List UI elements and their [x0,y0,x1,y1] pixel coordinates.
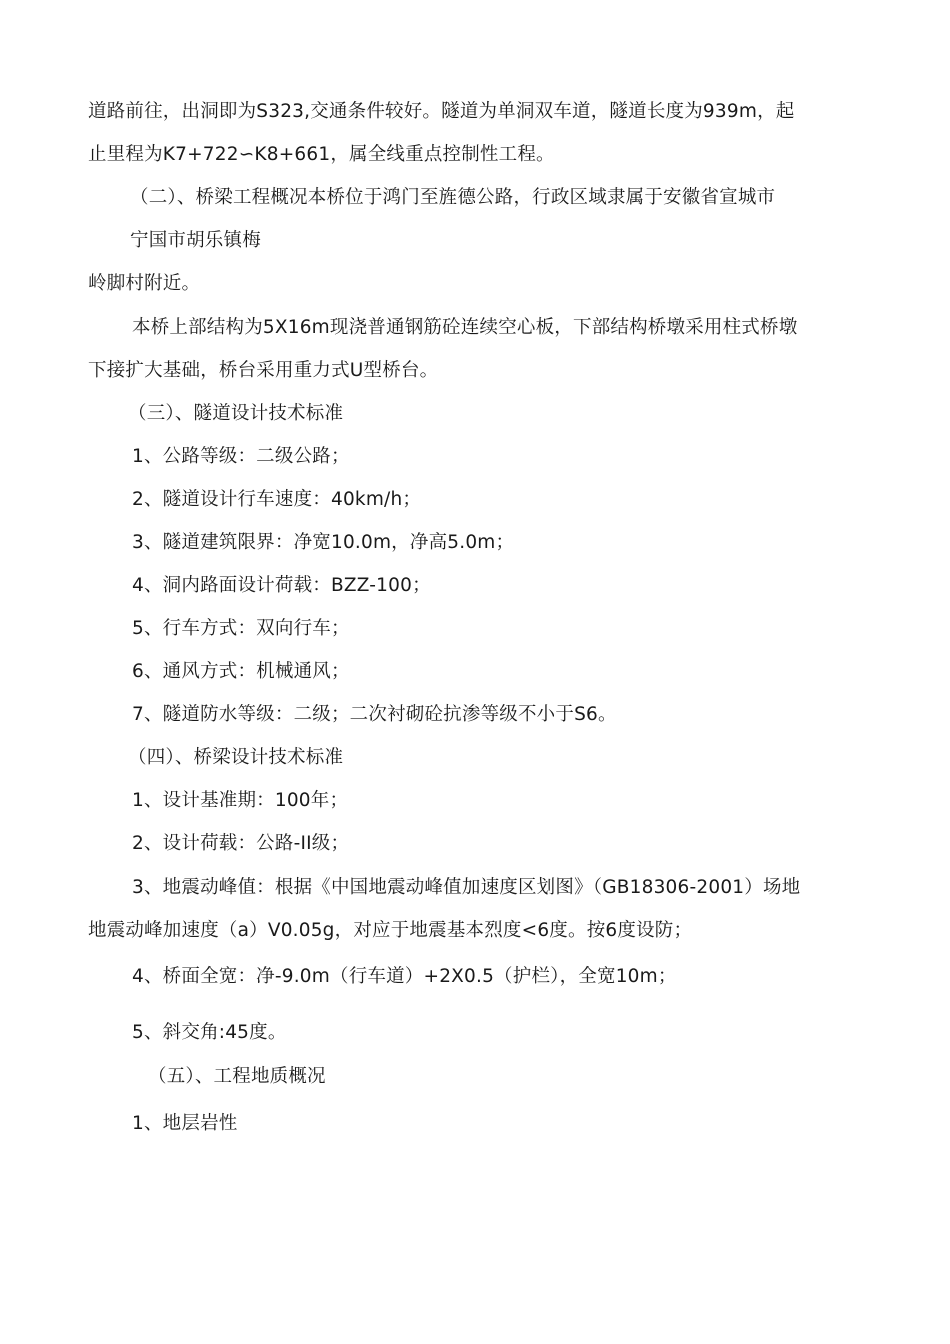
list-item-tunnel-5: 5、行车方式：双向行车； [132,618,350,639]
list-item-tunnel-2: 2、隧道设计行车速度：40km/h； [132,489,422,510]
paragraph-line-20: 地震动峰加速度（a）V0.05g，对应于地震基本烈度<6度。按6度设防； [88,920,693,941]
list-item-bridge-5: 5、斜交角:45度。 [132,1022,287,1043]
section-heading-bridge-overview: （二）、桥梁工程概况本桥位于鸿门至旌德公路，行政区域隶属于安徽省宣城市 [130,187,776,208]
paragraph-line-2: 止里程为K7+722∽K8+661，属全线重点控制性工程。 [88,144,555,165]
paragraph-line-1: 道路前往，出洞即为S323,交通条件较好。隧道为单洞双车道，隧道长度为939m，起 [88,101,795,122]
list-item-bridge-3: 3、地震动峰值：根据《中国地震动峰值加速度区划图》（GB18306-2001）场地 [132,877,801,898]
list-item-tunnel-4: 4、洞内路面设计荷载：BZZ-100； [132,575,431,596]
list-item-tunnel-3: 3、隧道建筑限界：净宽10.0m，净高5.0m； [132,532,515,553]
paragraph-line-6: 本桥上部结构为5X16m现浇普通钢筋砼连续空心板，下部结构桥墩采用柱式桥墩 [132,317,798,338]
paragraph-line-7: 下接扩大基础，桥台采用重力式U型桥台。 [88,360,439,381]
list-item-tunnel-7: 7、隧道防水等级：二级；二次衬砌砼抗渗等级不小于S6。 [132,704,617,725]
list-item-bridge-1: 1、设计基准期：100年； [132,790,349,811]
section-heading-bridge-standards: （四）、桥梁设计技术标准 [128,747,344,768]
section-heading-geology: （五）、工程地质概况 [148,1066,326,1087]
section-heading-tunnel-standards: （三）、隧道设计技术标准 [128,403,344,424]
list-item-bridge-2: 2、设计荷载：公路-II级； [132,833,350,854]
paragraph-line-4: 宁国市胡乐镇梅 [130,230,261,251]
list-item-tunnel-6: 6、通风方式：机械通风； [132,661,350,682]
list-item-geology-1: 1、地层岩性 [132,1113,238,1134]
paragraph-line-5: 岭脚村附近。 [88,273,201,294]
list-item-bridge-4: 4、桥面全宽：净-9.0m（行车道）+2X0.5（护栏），全宽10m； [132,966,677,987]
list-item-tunnel-1: 1、公路等级：二级公路； [132,446,350,467]
